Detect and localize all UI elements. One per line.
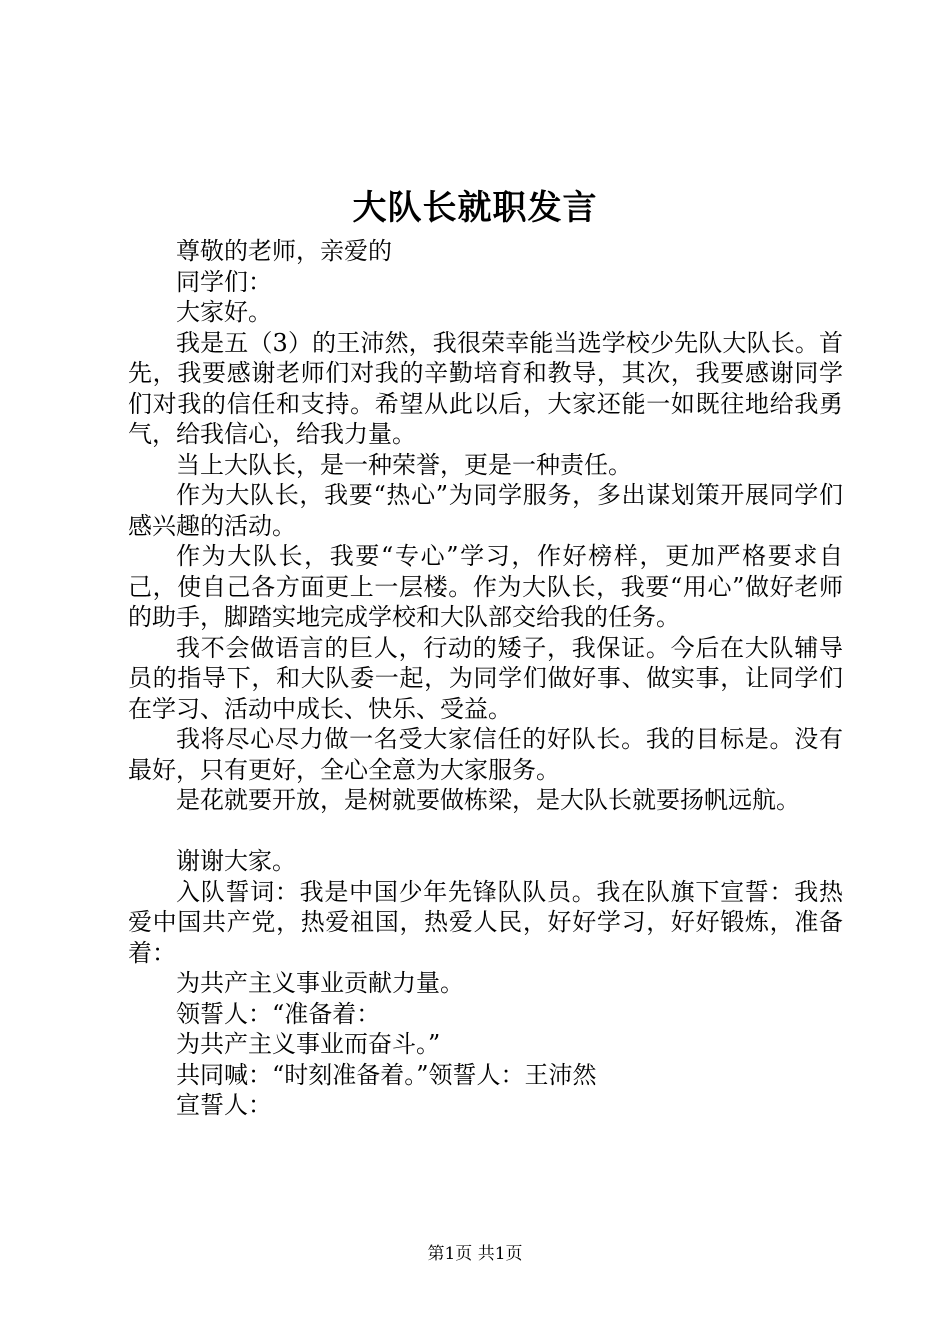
paragraph: 作为大队长，我要“热心”为同学服务，多出谋划策开展同学们感兴趣的活动。 (128, 481, 843, 540)
paragraph: 我将尽心尽力做一名受大家信任的好队长。我的目标是。没有最好，只有更好，全心全意为大家服务。 (128, 725, 843, 784)
document-body (128, 236, 843, 1121)
paragraph: 谢谢大家。 (176, 847, 296, 875)
paragraph: 同学们： (176, 267, 272, 296)
paragraph: 大家好。 (176, 298, 272, 326)
document-title: 大队长就职发言 (352, 188, 598, 228)
paragraph: 共同喊：“时刻准备着。”领誓人：王沛然 (176, 1060, 597, 1089)
paragraph: 尊敬的老师，亲爱的 (176, 237, 392, 265)
paragraph: 作为大队长，我要“专心”学习，作好榜样，更加严格要求自己，使自己各方面更上一层楼。作为大队长，我要“用心”做好老师的助手，脚踏实地完成学校和大队部交给我的任务。 (128, 542, 843, 631)
paragraph: 我不会做语言的巨人，行动的矮子，我保证。今后在大队辅导员的指导下，和大队委一起，为同学们做好事、做实事，让同学们在学习、活动中成长、快乐、受益。 (128, 633, 843, 723)
paragraph: 入队誓词：我是中国少年先锋队队员。我在队旗下宣誓：我热爱中国共产党，热爱祖国，热爱人民，好好学习，好好锻炼，准备着： (128, 877, 843, 967)
paragraph: 宣誓人： (176, 1091, 272, 1119)
paragraph: 为共产主义事业贡献力量。 (176, 969, 464, 997)
paragraph: 我是五（3）的王沛然，我很荣幸能当选学校少先队大队长。首先，我要感谢老师们对我的辛勤培育和教导，其次，我要感谢同学们对我的信任和支持。希望从此以后，大家还能一如既往地给我勇气，给我信心，给我力量。 (128, 328, 843, 448)
page-footer: 第1页 共1页 (427, 1244, 523, 1264)
paragraph: 是花就要开放，是树就要做栋梁，是大队长就要扬帆远航。 (176, 786, 800, 814)
blank-line (128, 816, 843, 847)
paragraph: 当上大队长，是一种荣誉，更是一种责任。 (176, 450, 632, 479)
paragraph: 领誓人：“准备着： (176, 999, 381, 1028)
paragraph: 为共产主义事业而奋斗。” (176, 1030, 441, 1058)
